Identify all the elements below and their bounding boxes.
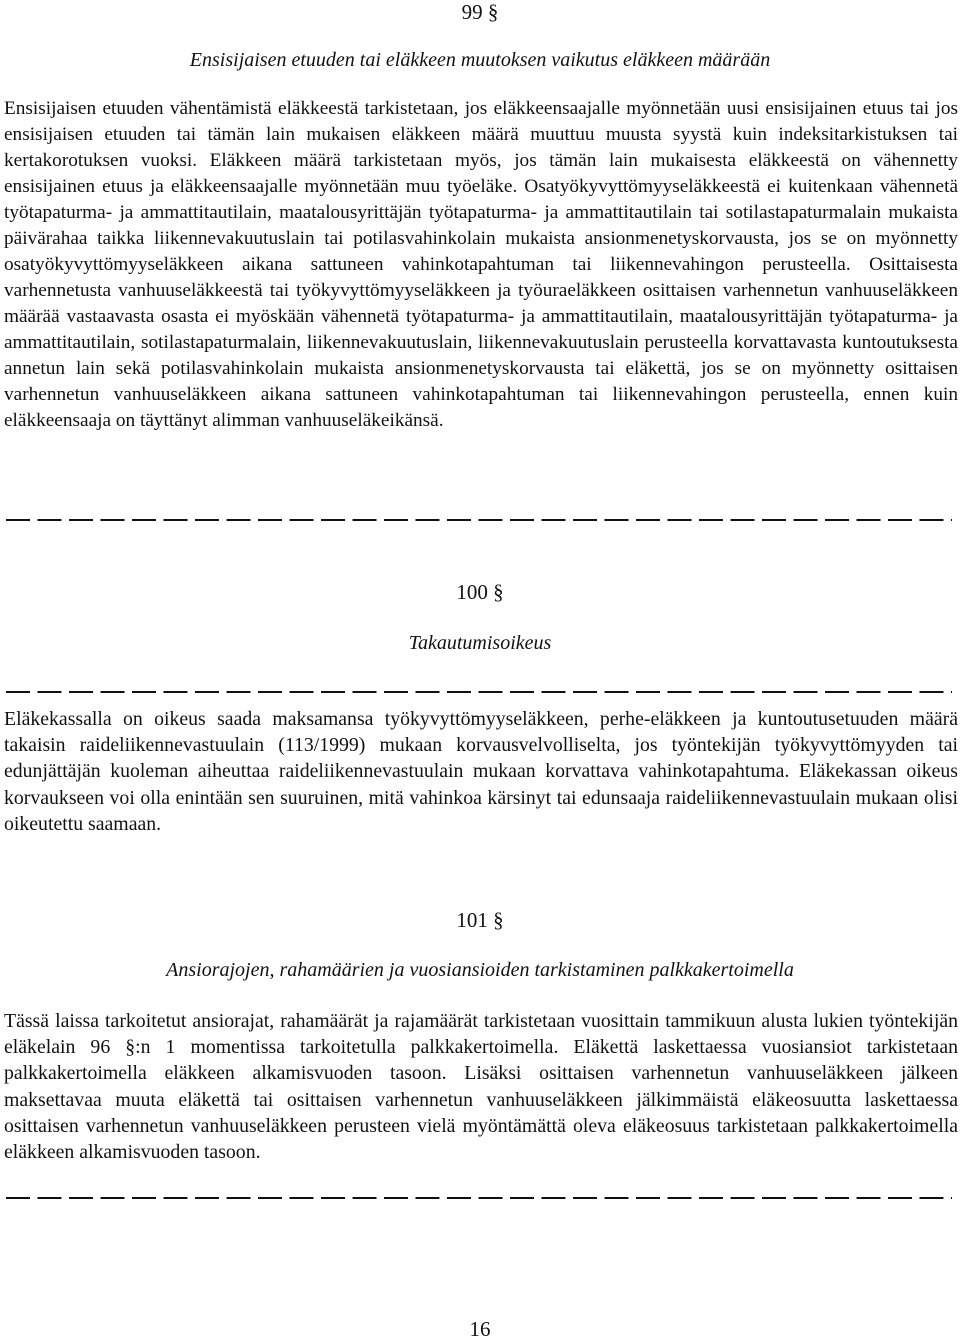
section-99-body <box>4 96 958 434</box>
section-99-heading: Ensisijaisen etuuden tai eläkkeen muutoksen vaikutus eläkkeen määrään <box>189 49 771 71</box>
section-100-start-divider <box>6 691 952 693</box>
page-number: 16 <box>469 1317 491 1341</box>
section-101-body: Tässä laissa tarkoitetut ansiorajat, rahamäärät ja rajamäärät tarkistetaan vuosittain tammikuun alusta lukien työntekijän eläkelain 96 §:n 1 momentissa tarkoitetulla palkkakertoimella. Eläkettä laskettaessa vuosiansiot tarkistetaan palkkakertoimella eläkkeen alkamisvuoden tasoon. Lisäksi osittaisen varhennetun vanhuuseläkkeen jälkeen maksettavaa muuta eläkettä tai osittaisen varhennetun vanhuuseläkkeen jälkimmäistä eläkeosuutta laskettaessa osittaisen varhennetun vanhuuseläkkeen perusteen vielä myöntämättä oleva eläkeosuus tarkistetaan palkkakertoimella eläkkeen alkamisvuoden tasoon. <box>4 1010 958 1164</box>
section-100-body: Eläkekassalla on oikeus saada maksamansa työkyvyttömyyseläkkeen, perhe-eläkkeen ja kuntoutusetuuden määrä takaisin raideliikennevastuulain (113/1999) mukaan korvausvelvolliselta, jos työntekijän työkyvyttömyyden tai edunjättäjän kuoleman aiheuttaa raideliikennevastuulain mukaan korvattava vahinkotapahtuma. Eläkekassan oikeus korvaukseen voi olla enintään sen suuruinen, mitä vahinkoa kärsinyt tai edunsaaja raideliikennevastuulain mukaan olisi oikeutettu saamaan. <box>4 708 958 835</box>
section-99-body-part1: Ensisijaisen etuuden vähentämistä eläkkeestä tarkistetaan, jos eläkkeensaajalle myönnetään uusi ensisijainen etuus tai jos ensisijaisen etuuden tai tämän lain mukaisen eläkkeen määrä muuttuu muusta syystä kuin indeksitarkistuksen tai kertakorotuksen vuoksi. Eläkkeen määrä tarkistetaan myös, jos tämän lain mukaisesta eläkkeestä on vähennetty ensisijainen etuus ja eläkkeensaajalle myönnetään muu työeläke. <box>4 98 958 197</box>
section-99-number: 99 § <box>461 0 499 24</box>
section-101-end-divider <box>6 1197 952 1199</box>
section-99-end-divider <box>6 519 952 521</box>
section-99-body-part2: Osatyökyvyttömyyseläkkeestä ei kuitenkaan vähennetä työtapaturma- ja ammattitautilain, maatalousyrittäjän työtapaturma- ja ammattitautilain tai sotilastapaturmalain mukaista päivärahaa taikka liikennevakuutuslain tai potilasvahinkolain mukaista ansionmenetyskorvausta, jos se on myönnetty osatyökyvyttömyyseläkkeen aikana sattuneen vahinkotapahtuman tai liikennevahingon perusteella. Osittaisesta varhennetusta vanhuuseläkkeestä tai työkyvyttömyyseläkkeen ja työuraeläkkeen osittaisen varhennetun vanhuuseläkkeen määrää vastaavasta osasta ei myöskään vähennetä työtapaturma- ja ammattitautilain, maatalousyrittäjän työtapaturma- ja ammattitautilain, sotilastapaturmalain, liikennevakuutuslain, liikennevakuutuslain perusteella korvattavasta kuntoutuksesta annetun lain sekä potilasvahinkolain mukaista ansionmenetyskorvausta tai eläkettä, jos se on myönnetty osittaisen varhennetun vanhuuseläkkeen aikana sattuneen vahinkotapahtuman tai liikennevahingon perusteella, ennen kuin eläkkeensaaja on täyttänyt alimman vanhuuseläkeikänsä. <box>4 176 959 431</box>
section-100-number: 100 § <box>456 580 504 604</box>
section-101-number: 101 § <box>456 908 504 932</box>
section-100-heading: Takautumisoikeus <box>408 632 552 654</box>
section-101-heading: Ansiorajojen, rahamäärien ja vuosiansioiden tarkistaminen palkkakertoimella <box>166 959 794 981</box>
